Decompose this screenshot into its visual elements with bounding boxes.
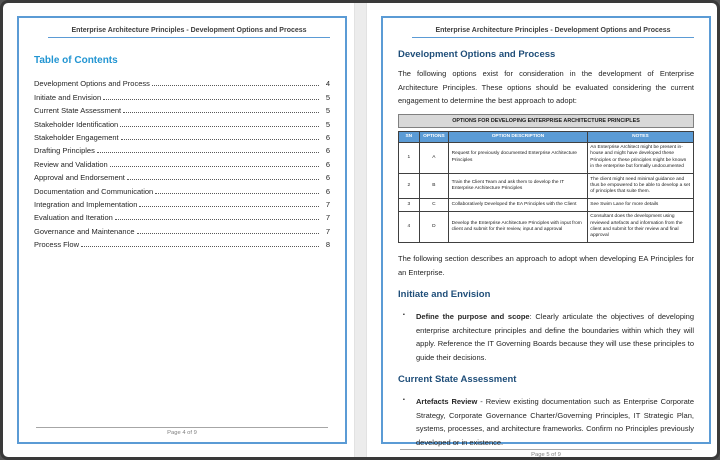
- options-table-row: [399, 142, 694, 174]
- toc-entry[interactable]: [34, 115, 330, 128]
- toc-leader-dots: [123, 112, 319, 113]
- toc-entry-label: Evaluation and Iteration: [34, 213, 113, 223]
- page-header-title: Enterprise Architecture Principles - Development Options and Process: [412, 27, 694, 38]
- toc-entry[interactable]: [34, 222, 330, 235]
- column-header-option-description: OPTION DESCRIPTION: [449, 131, 588, 142]
- bullet-lead-text: Artefacts Review: [416, 397, 478, 407]
- intro-paragraph: The following options exist for consideration in the development of Enterprise Architecture Principles. These options should be evaluated considering the current engagement to determine the best approach to adopt:: [398, 69, 694, 105]
- document-page-4: [17, 16, 347, 444]
- toc-entry[interactable]: [34, 129, 330, 142]
- options-table: [398, 131, 694, 244]
- bullet-lead-text: Define the purpose and scope: [416, 312, 530, 322]
- cell-option: B: [419, 174, 449, 199]
- toc-leader-dots: [81, 246, 319, 247]
- cell-sn: 1: [399, 142, 420, 174]
- page-number-text: Page 4 of 9: [167, 430, 197, 436]
- options-table-header: [399, 131, 694, 142]
- toc-entry[interactable]: [34, 88, 330, 101]
- toc-entry-label: Documentation and Communication: [34, 186, 154, 196]
- toc-list: [34, 75, 330, 249]
- cell-description: Train the Client Team and ask them to develop the IT Enterprise Architecture Principles: [449, 174, 588, 199]
- cell-option: D: [419, 211, 449, 243]
- cell-description: Collaboratively Developed the EA Principles with the Client: [449, 199, 588, 211]
- cell-description: Request for previously documented Enterprise Architecture Principles: [449, 142, 588, 174]
- bullet-text: [416, 395, 694, 449]
- section-heading-initiate-envision: Initiate and Envision: [398, 289, 491, 301]
- toc-entry-label: Review and Validation: [34, 159, 108, 169]
- toc-entry[interactable]: [34, 75, 330, 88]
- toc-entry[interactable]: [34, 155, 330, 168]
- cell-notes: Consultant does the development using reviewed artefacts and information from the client and submit for their review and final approval: [587, 211, 693, 243]
- toc-entry-page-number: 7: [325, 213, 330, 223]
- bullet-text: [416, 310, 694, 364]
- toc-entry-page-number: 8: [325, 240, 330, 250]
- toc-heading: Table of Contents: [34, 55, 118, 66]
- bullet-marker-icon: ▪: [403, 312, 405, 319]
- toc-leader-dots: [110, 166, 319, 167]
- toc-leader-dots: [152, 85, 319, 86]
- bullet-marker-icon: ▪: [403, 397, 405, 404]
- toc-entry-page-number: 6: [325, 132, 330, 142]
- column-header-notes: NOTES: [587, 131, 693, 142]
- toc-entry-page-number: 6: [325, 186, 330, 196]
- toc-entry-page-number: 4: [325, 79, 330, 89]
- toc-entry[interactable]: [34, 169, 330, 182]
- toc-entry-page-number: 5: [325, 119, 330, 129]
- toc-entry[interactable]: [34, 236, 330, 249]
- toc-leader-dots: [115, 219, 319, 220]
- toc-leader-dots: [103, 99, 319, 100]
- toc-leader-dots: [139, 206, 319, 207]
- toc-entry-page-number: 5: [325, 92, 330, 102]
- toc-leader-dots: [155, 193, 319, 194]
- toc-entry-page-number: 6: [325, 159, 330, 169]
- toc-entry-page-number: 6: [325, 173, 330, 183]
- toc-entry-label: Approval and Endorsement: [34, 173, 125, 183]
- cell-option: A: [419, 142, 449, 174]
- options-table-row: [399, 199, 694, 211]
- cell-notes: See Swim Lane for more details: [587, 199, 693, 211]
- page-gutter: [354, 3, 367, 457]
- toc-entry-label: Current State Assessment: [34, 106, 122, 116]
- toc-entry[interactable]: [34, 142, 330, 155]
- footer-divider: [400, 449, 692, 450]
- bullet-define-purpose: [403, 310, 694, 364]
- bullet-artefacts-review: [403, 395, 694, 449]
- bullet-rest-text: : Clearly articulate the objectives of developing enterprise architecture principles and define the boundaries within which they will apply. Reference the IT Governing Boards because they will use these principles to guide their decisions.: [416, 312, 694, 362]
- toc-entry[interactable]: [34, 196, 330, 209]
- toc-entry-label: Process Flow: [34, 240, 80, 250]
- toc-entry-label: Drafting Principles: [34, 146, 95, 156]
- page-number-text: Page 5 of 9: [531, 452, 561, 459]
- footer-divider: [36, 427, 328, 428]
- toc-entry[interactable]: [34, 182, 330, 195]
- toc-entry-label: Stakeholder Engagement: [34, 132, 119, 142]
- toc-entry-page-number: 5: [325, 106, 330, 116]
- toc-entry-label: Integration and Implementation: [34, 199, 138, 209]
- toc-entry[interactable]: [34, 102, 330, 115]
- cell-sn: 2: [399, 174, 420, 199]
- options-table-row: [399, 211, 694, 243]
- toc-entry-page-number: 6: [325, 146, 330, 156]
- options-table-caption: OPTIONS FOR DEVELOPING ENTERPRISE ARCHITECTURE PRINCIPLES: [398, 114, 694, 128]
- toc-entry[interactable]: [34, 209, 330, 222]
- cell-sn: 4: [399, 211, 420, 243]
- column-header-sn: SN: [399, 131, 420, 142]
- toc-leader-dots: [137, 233, 320, 234]
- toc-leader-dots: [121, 139, 319, 140]
- document-page-5: [381, 16, 711, 459]
- cell-sn: 3: [399, 199, 420, 211]
- toc-entry-label: Governance and Maintenance: [34, 226, 135, 236]
- bullet-rest-text: - Review existing documentation such as Enterprise Corporate Strategy, Corporate Governance Charter/Governing Principles, IT Strategic Plan, systems, processes, and architecture frameworks. Confirm no Principles previously developed or in existence.: [416, 397, 694, 447]
- options-table-row: [399, 174, 694, 199]
- cell-notes: An Enterprise Architect might be present in-house and might have developed these Principles or these principles might be known in the enterprise but formally undocumented: [587, 142, 693, 174]
- toc-entry-page-number: 7: [325, 226, 330, 236]
- cell-option: C: [419, 199, 449, 211]
- section-heading-current-state: Current State Assessment: [398, 374, 517, 386]
- toc-entry-page-number: 7: [325, 199, 330, 209]
- column-header-options: OPTIONS: [419, 131, 449, 142]
- toc-leader-dots: [127, 179, 319, 180]
- toc-entry-label: Development Options and Process: [34, 79, 150, 89]
- section-heading-development-options: Development Options and Process: [398, 49, 556, 60]
- page-header-title: Enterprise Architecture Principles - Development Options and Process: [48, 27, 330, 38]
- toc-entry-label: Stakeholder Identification: [34, 119, 119, 129]
- page-footer: [34, 427, 330, 436]
- toc-leader-dots: [120, 126, 319, 127]
- cell-description: Develop the Enterprise Architecture Principles with input from client and submit for their review, input and approval: [449, 211, 588, 243]
- toc-leader-dots: [97, 152, 319, 153]
- page-footer: [398, 449, 694, 458]
- toc-entry-label: Initiate and Envision: [34, 92, 102, 102]
- closing-paragraph: The following section describes an approach to adopt when developing EA Principles for an Enterprise.: [398, 254, 694, 277]
- cell-notes: The client might need minimal guidance and thus be empowered to be able to develop a set of principles that suite them.: [587, 174, 693, 199]
